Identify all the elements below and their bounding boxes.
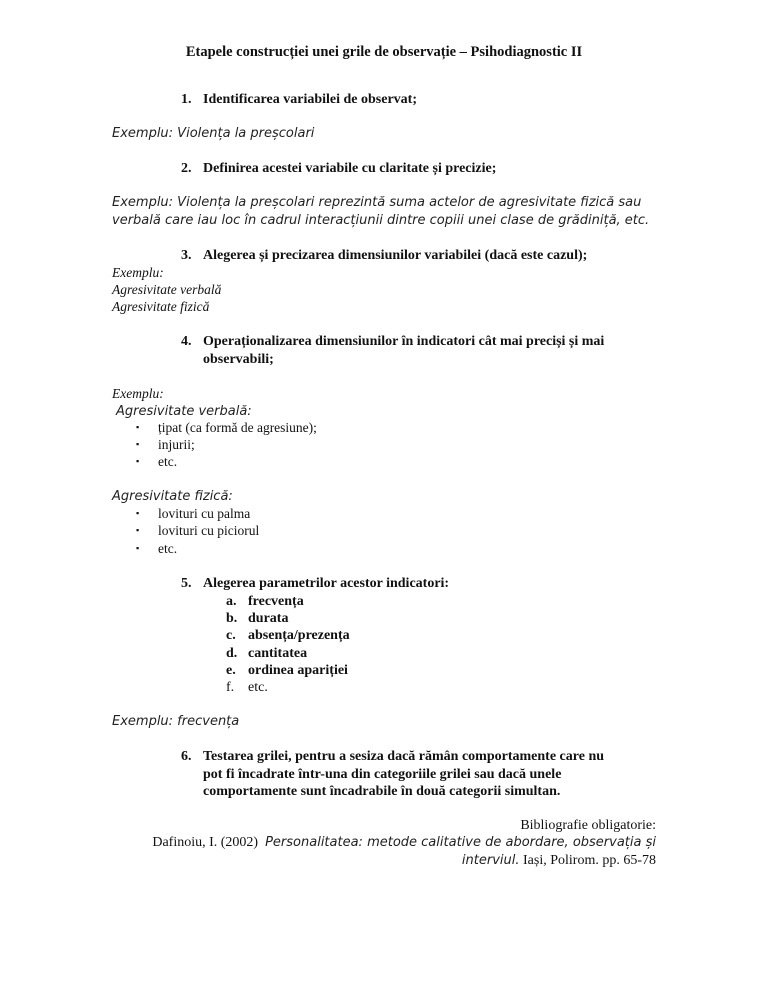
parameter-letter: b. xyxy=(226,611,238,626)
bullet-icon: ▪ xyxy=(136,543,140,553)
step-6-line-3: comportamente sunt încadrabile în două categorii simultan. xyxy=(203,784,561,799)
parameter-text: durata xyxy=(248,611,289,626)
step-text: Alegerea și precizarea dimensiunilor variabilei (dacă este cazul); xyxy=(203,248,588,263)
example-5: Exemplu: frecvența xyxy=(112,714,240,729)
step-text: Identificarea variabilei de observat; xyxy=(203,92,417,107)
parameter-letter: a. xyxy=(226,594,237,609)
bibliography-entry-line-1 xyxy=(152,835,656,851)
example-2-line-2: verbală care iau loc în cadrul interacțiunii dintre copiii unei clase de grădiniță, etc. xyxy=(112,213,650,228)
parameter-text: frecvența xyxy=(248,594,304,609)
bullet-icon: ▪ xyxy=(136,525,140,535)
step-number: 3. xyxy=(181,248,192,263)
step-number: 2. xyxy=(181,161,192,176)
parameter-letter: e. xyxy=(226,663,236,678)
example-1: Exemplu: Violența la preșcolari xyxy=(112,126,315,141)
bibliography-publisher: Iași, Polirom. pp. 65-78 xyxy=(523,853,656,868)
step-2 xyxy=(181,161,496,177)
parameter-item xyxy=(226,680,268,696)
parameter-text: etc. xyxy=(248,680,268,695)
bibliography-heading: Bibliografie obligatorie: xyxy=(520,818,656,833)
example-4-label: Exemplu: xyxy=(112,386,164,401)
step-text: Operaționalizarea dimensiunilor în indicatori cât mai preciși și mai xyxy=(203,334,605,349)
example-3-item-verbal: Agresivitate verbală xyxy=(112,282,222,297)
list-item xyxy=(136,454,177,470)
step-text: Alegerea parametrilor acestor indicatori: xyxy=(203,576,450,591)
bullet-icon: ▪ xyxy=(136,422,140,432)
step-text: Definirea acestei variabile cu claritate și precizie; xyxy=(203,161,497,176)
document-title: Etapele construcției unei grile de observație – Psihodiagnostic II xyxy=(185,44,583,60)
example-2-line-1: Exemplu: Violența la preșcolari reprezintă suma actelor de agresivitate fizică sau xyxy=(112,195,642,210)
parameter-item xyxy=(226,628,350,644)
parameter-item xyxy=(226,594,304,610)
step-6-line-1 xyxy=(181,749,604,765)
parameter-item xyxy=(226,611,288,627)
bibliography-title-continued: interviul. xyxy=(461,853,520,868)
bullet-icon: ▪ xyxy=(136,439,140,449)
example-3-label: Exemplu: xyxy=(112,265,164,280)
list-item xyxy=(136,541,177,557)
bullet-icon: ▪ xyxy=(136,508,140,518)
parameter-text: absența/prezența xyxy=(248,628,350,643)
physical-aggression-label: Agresivitate fizică: xyxy=(112,489,233,504)
list-item-text: lovituri cu piciorul xyxy=(158,523,260,538)
bibliography-author: Dafinoiu, I. (2002) xyxy=(152,835,259,850)
parameter-letter: c. xyxy=(226,628,236,643)
parameter-letter: d. xyxy=(226,646,238,661)
step-1 xyxy=(181,92,417,108)
list-item-text: etc. xyxy=(158,454,178,469)
example-3-item-physical: Agresivitate fizică xyxy=(112,299,210,314)
step-number: 1. xyxy=(181,92,192,107)
step-5 xyxy=(181,576,449,592)
parameter-item xyxy=(226,663,348,679)
bibliography-entry-line-2 xyxy=(462,853,656,869)
parameter-text: cantitatea xyxy=(248,646,308,661)
list-item xyxy=(136,506,250,522)
list-item xyxy=(136,437,195,453)
list-item-text: injurii; xyxy=(158,437,195,452)
verbal-aggression-label: Agresivitate verbală: xyxy=(116,404,252,419)
bullet-icon: ▪ xyxy=(136,456,140,466)
step-number: 6. xyxy=(181,749,192,764)
parameter-letter: f. xyxy=(226,680,235,695)
list-item-text: lovituri cu palma xyxy=(158,506,251,521)
bibliography-title: Personalitatea: metode calitative de abordare, observația și xyxy=(265,835,656,850)
parameter-text: ordinea apariției xyxy=(248,663,348,678)
parameter-item xyxy=(226,646,307,662)
step-text: Testarea grilei, pentru a sesiza dacă rămân comportamente care nu xyxy=(203,749,605,764)
step-number: 5. xyxy=(181,576,192,591)
step-4-line-1 xyxy=(181,334,604,350)
list-item xyxy=(136,523,259,539)
step-number: 4. xyxy=(181,334,192,349)
list-item xyxy=(136,420,317,436)
step-3 xyxy=(181,248,587,264)
step-6-line-2: pot fi încadrate într-una din categoriile grilei sau dacă unele xyxy=(203,767,562,782)
list-item-text: țipat (ca formă de agresiune); xyxy=(158,420,317,435)
list-item-text: etc. xyxy=(158,541,178,556)
step-4-line-2: observabili; xyxy=(203,352,274,367)
